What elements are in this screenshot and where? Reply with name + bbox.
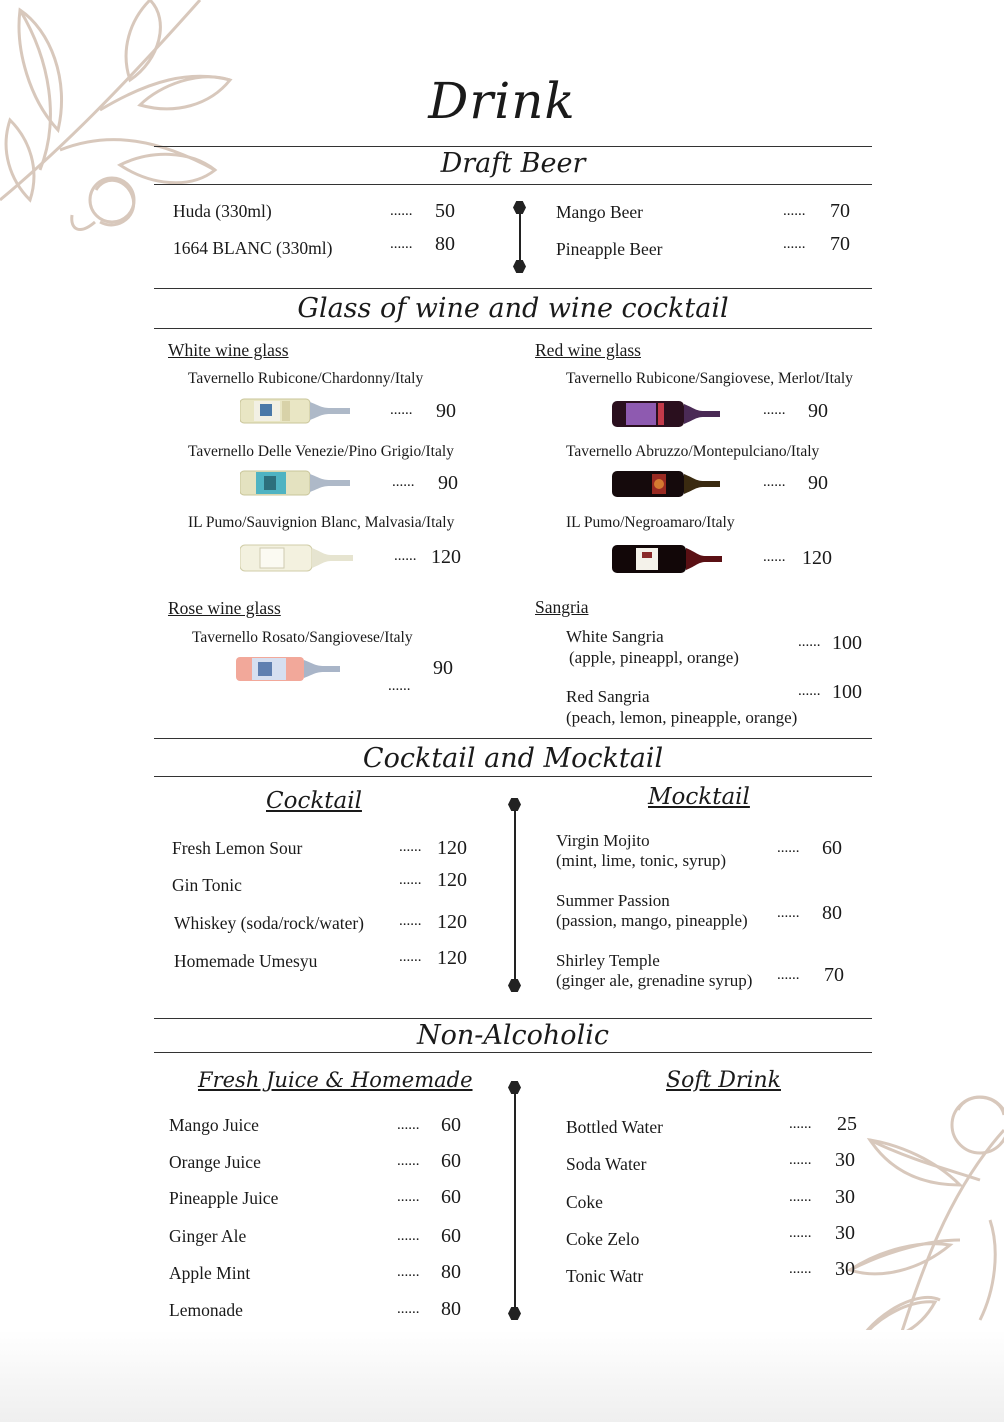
menu-item-description: (passion, mango, pineapple) xyxy=(556,911,748,930)
menu-item-price: 80 xyxy=(441,1261,461,1283)
hexagon-icon xyxy=(508,979,521,992)
subheading-red-wine: Red wine glass xyxy=(535,340,641,360)
menu-item-price: 80 xyxy=(441,1298,461,1320)
menu-item-price: 120 xyxy=(437,947,467,969)
menu-item-price: 90 xyxy=(808,400,828,422)
red-wine-bottle-image xyxy=(612,468,722,500)
divider xyxy=(154,776,872,777)
white-wine-bottle-image xyxy=(240,396,352,426)
menu-item-description: (peach, lemon, pineapple, orange) xyxy=(566,708,798,727)
page-title: Drink xyxy=(428,72,576,130)
menu-item-price: 90 xyxy=(433,657,453,679)
menu-item-price: 60 xyxy=(822,837,842,859)
divider xyxy=(154,288,872,289)
menu-item-name: Coke Zelo xyxy=(566,1229,640,1249)
section-heading-non-alcoholic: Non-Alcoholic xyxy=(417,1020,609,1051)
dot-leader: ...... xyxy=(388,678,411,694)
section-heading-wine: Glass of wine and wine cocktail xyxy=(297,293,729,324)
dot-leader: ...... xyxy=(763,549,786,565)
white-wine-bottle-image xyxy=(240,468,352,498)
menu-item-price: 50 xyxy=(435,200,455,222)
red-wine-bottle-image xyxy=(612,542,724,576)
dot-leader: ...... xyxy=(789,1152,812,1168)
menu-item-name: Homemade Umesyu xyxy=(174,951,318,971)
white-wine-bottle-image xyxy=(240,542,355,574)
menu-item-name: Pineapple Beer xyxy=(556,239,663,259)
dot-leader: ...... xyxy=(789,1261,812,1277)
subheading-cocktail: Cocktail xyxy=(266,788,362,814)
menu-item-price: 100 xyxy=(832,681,862,703)
menu-item-description: (apple, pineappl, orange) xyxy=(569,648,739,667)
dot-leader: ...... xyxy=(399,839,422,855)
menu-item-price: 60 xyxy=(441,1114,461,1136)
dot-leader: ...... xyxy=(399,872,422,888)
red-wine-bottle-image xyxy=(612,398,722,430)
wine-name: Tavernello Rubicone/Chardonny/Italy xyxy=(188,370,424,387)
wine-name: IL Pumo/Negroamaro/Italy xyxy=(566,514,735,531)
wine-name: Tavernello Rosato/Sangiovese/Italy xyxy=(192,629,413,646)
divider xyxy=(154,1018,872,1019)
menu-item-name: Orange Juice xyxy=(169,1152,261,1172)
subheading-fresh-juice: Fresh Juice & Homemade xyxy=(198,1068,473,1092)
dot-leader: ...... xyxy=(777,905,800,921)
divider xyxy=(154,146,872,147)
dot-leader: ...... xyxy=(789,1225,812,1241)
menu-item-name: Huda (330ml) xyxy=(173,201,272,221)
rose-wine-bottle-image xyxy=(236,654,342,684)
subheading-white-wine: White wine glass xyxy=(168,340,289,360)
subheading-rose-wine: Rose wine glass xyxy=(168,598,281,618)
subheading-sangria: Sangria xyxy=(535,597,589,617)
menu-item-name: Whiskey (soda/rock/water) xyxy=(174,913,364,933)
dot-leader: ...... xyxy=(763,402,786,418)
menu-item-name: Pineapple Juice xyxy=(169,1188,279,1208)
menu-item-price: 120 xyxy=(802,547,832,569)
hexagon-icon xyxy=(513,260,526,273)
menu-item-description: (ginger ale, grenadine syrup) xyxy=(556,971,753,990)
menu-item-price: 90 xyxy=(436,400,456,422)
dot-leader: ...... xyxy=(397,1264,420,1280)
dot-leader: ...... xyxy=(789,1116,812,1132)
menu-item-price: 120 xyxy=(431,546,461,568)
menu-item-name: Coke xyxy=(566,1192,603,1212)
menu-item-price: 30 xyxy=(835,1222,855,1244)
dot-leader: ...... xyxy=(397,1228,420,1244)
section-heading-draft-beer: Draft Beer xyxy=(440,148,586,179)
dot-leader: ...... xyxy=(394,548,417,564)
menu-item-price: 90 xyxy=(808,472,828,494)
menu-item-name: Virgin Mojito xyxy=(556,831,650,850)
divider xyxy=(154,184,872,185)
menu-item-price: 120 xyxy=(437,911,467,933)
dot-leader: ...... xyxy=(399,913,422,929)
menu-item-name: Gin Tonic xyxy=(172,875,242,895)
menu-item-price: 30 xyxy=(835,1258,855,1280)
menu-item-price: 100 xyxy=(832,632,862,654)
menu-item-price: 70 xyxy=(830,233,850,255)
dot-leader: ...... xyxy=(390,402,413,418)
menu-item-price: 120 xyxy=(437,869,467,891)
divider xyxy=(154,738,872,739)
wine-name: Tavernello Rubicone/Sangiovese, Merlot/Italy xyxy=(566,370,853,387)
menu-item-price: 90 xyxy=(438,472,458,494)
dot-leader: ...... xyxy=(798,634,821,650)
menu-item-name: Fresh Lemon Sour xyxy=(172,838,303,858)
dot-leader: ...... xyxy=(763,474,786,490)
menu-item-name: Shirley Temple xyxy=(556,951,660,970)
hexagon-icon xyxy=(508,1307,521,1320)
wine-name: Tavernello Delle Venezie/Pino Grigio/Italy xyxy=(188,443,454,460)
menu-item-name: Lemonade xyxy=(169,1300,243,1320)
menu-item-price: 30 xyxy=(835,1149,855,1171)
menu-item-price: 25 xyxy=(837,1113,857,1135)
subheading-soft-drink: Soft Drink xyxy=(666,1068,781,1093)
dot-leader: ...... xyxy=(397,1153,420,1169)
menu-item-price: 60 xyxy=(441,1186,461,1208)
menu-item-name: Mango Juice xyxy=(169,1115,259,1135)
dot-leader: ...... xyxy=(390,203,413,219)
dot-leader: ...... xyxy=(399,949,422,965)
menu-item-name: White Sangria xyxy=(566,627,664,646)
menu-item-price: 80 xyxy=(435,233,455,255)
wine-name: Tavernello Abruzzo/Montepulciano/Italy xyxy=(566,443,820,460)
menu-item-price: 70 xyxy=(830,200,850,222)
menu-item-price: 80 xyxy=(822,902,842,924)
menu-item-name: Bottled Water xyxy=(566,1117,663,1137)
dot-leader: ...... xyxy=(397,1189,420,1205)
divider xyxy=(154,1052,872,1053)
wine-name: IL Pumo/Sauvignion Blanc, Malvasia/Italy xyxy=(188,514,455,531)
dot-leader: ...... xyxy=(397,1117,420,1133)
section-heading-cocktail-mocktail: Cocktail and Mocktail xyxy=(362,743,664,774)
menu-item-price: 60 xyxy=(441,1150,461,1172)
menu-item-price: 70 xyxy=(824,964,844,986)
menu-item-name: 1664 BLANC (330ml) xyxy=(173,238,333,258)
menu-item-description: (mint, lime, tonic, syrup) xyxy=(556,851,726,870)
column-divider xyxy=(514,806,516,984)
page-bottom-shadow xyxy=(0,1330,1004,1422)
subheading-mocktail: Mocktail xyxy=(648,784,750,810)
leaf-decoration-bottom-right xyxy=(840,1090,1004,1370)
menu-item-price: 30 xyxy=(835,1186,855,1208)
menu-item-name: Red Sangria xyxy=(566,687,650,706)
menu-item-price: 120 xyxy=(437,837,467,859)
dot-leader: ...... xyxy=(777,967,800,983)
menu-item-name: Summer Passion xyxy=(556,891,670,910)
menu-item-name: Mango Beer xyxy=(556,202,643,222)
menu-item-price: 60 xyxy=(441,1225,461,1247)
dot-leader: ...... xyxy=(789,1189,812,1205)
dot-leader: ...... xyxy=(783,203,806,219)
menu-item-name: Apple Mint xyxy=(169,1263,251,1283)
column-divider xyxy=(519,210,521,265)
dot-leader: ...... xyxy=(783,236,806,252)
menu-item-name: Tonic Watr xyxy=(566,1266,644,1286)
dot-leader: ...... xyxy=(777,840,800,856)
menu-item-name: Soda Water xyxy=(566,1154,647,1174)
dot-leader: ...... xyxy=(397,1301,420,1317)
column-divider xyxy=(514,1089,516,1313)
divider xyxy=(154,328,872,329)
dot-leader: ...... xyxy=(390,236,413,252)
dot-leader: ...... xyxy=(798,683,821,699)
dot-leader: ...... xyxy=(392,474,415,490)
menu-item-name: Ginger Ale xyxy=(169,1226,247,1246)
